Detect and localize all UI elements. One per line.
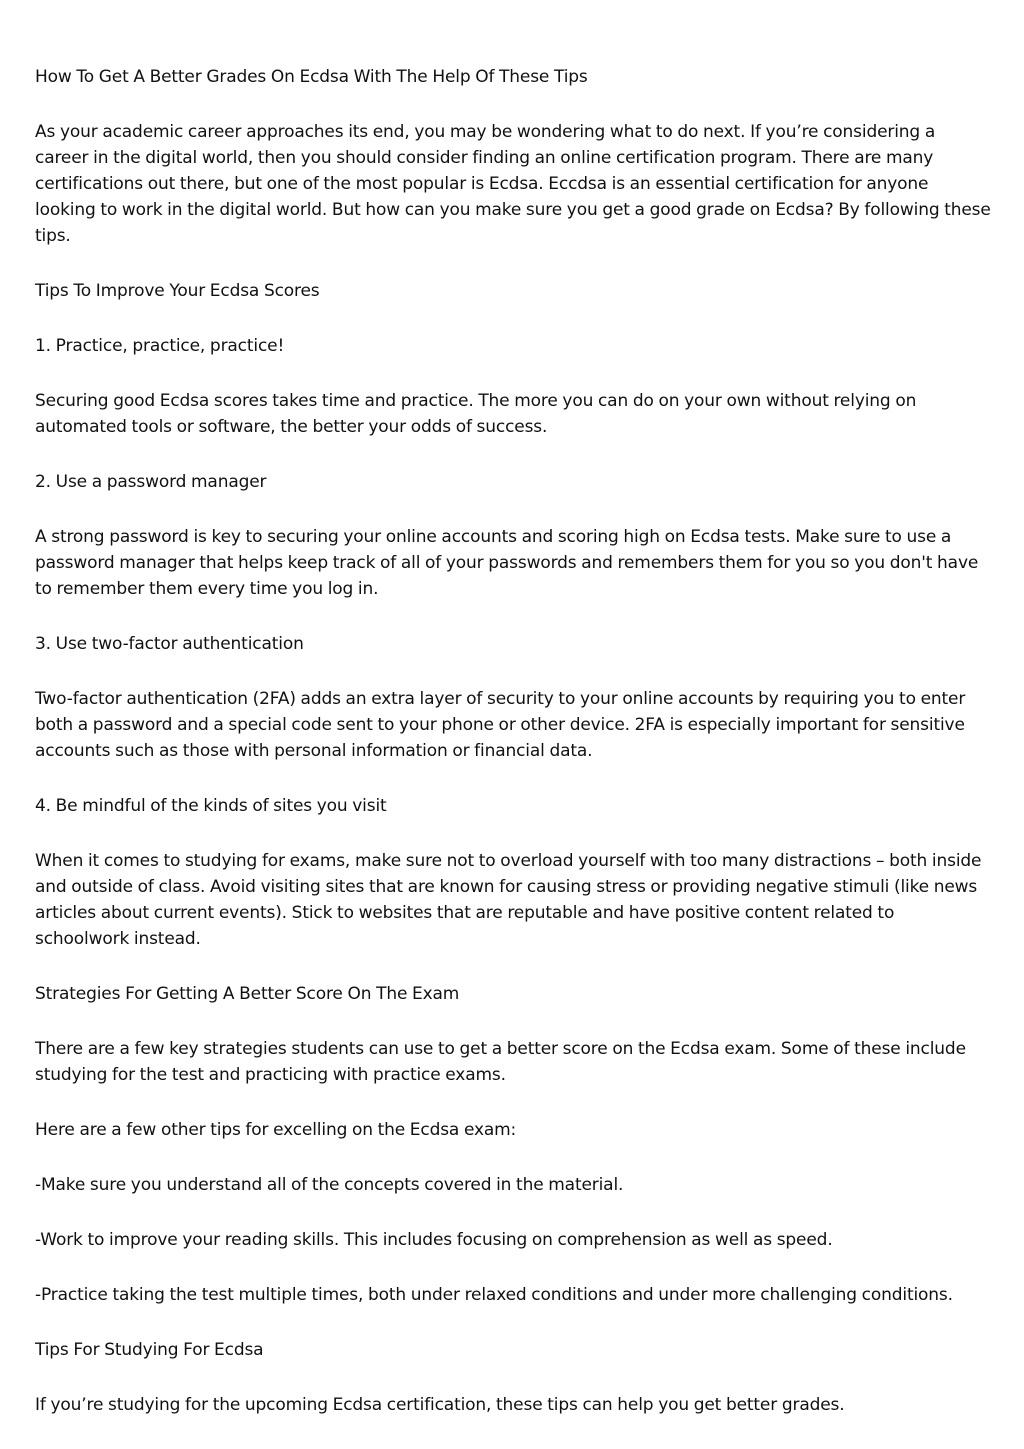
tip-4-body: When it comes to studying for exams, make sure not to overload yourself with too many distractions – both inside and outside of class. Avoid visiting sites that are known for causing stress or providing negative stimuli (like news articles about current events). Stick to websites that are reputable and have positive content related to schoolwork instead. — [35, 851, 982, 949]
list-item: -Make sure you understand all of the concepts covered in the material. — [35, 1175, 624, 1195]
list-item: -Practice taking the test multiple times, both under relaxed conditions and under more challenging conditions. — [35, 1285, 953, 1305]
strategies-paragraph: There are a few key strategies students can use to get a better score on the Ecdsa exam. Some of these include studying for the test and practicing with practice exams. — [35, 1039, 966, 1085]
tip-3-body: Two-factor authentication (2FA) adds an extra layer of security to your online accounts by requiring you to enter both a password and a special code sent to your phone or other device. 2FA is especially important for sensitive accounts such as those with personal information or financial data. — [35, 689, 966, 761]
tip-2-body: A strong password is key to securing your online accounts and scoring high on Ecdsa tests. Make sure to use a password manager that helps keep track of all of your passwords and remembers them for you so you don't have to remember them every time you log in. — [35, 527, 979, 599]
strategies-heading: Strategies For Getting A Better Score On The Exam — [35, 984, 460, 1004]
tip-3-heading: 3. Use two-factor authentication — [35, 634, 304, 654]
tips-heading: Tips To Improve Your Ecdsa Scores — [35, 281, 320, 301]
document-page — [35, 64, 993, 1447]
list-item: -Work to improve your reading skills. This includes focusing on comprehension as well as speed. — [35, 1230, 833, 1250]
tip-1-heading: 1. Practice, practice, practice! — [35, 336, 285, 356]
studying-heading: Tips For Studying For Ecdsa — [35, 1340, 264, 1360]
tip-2-heading: 2. Use a password manager — [35, 472, 267, 492]
tip-4-heading: 4. Be mindful of the kinds of sites you visit — [35, 796, 387, 816]
document-title: How To Get A Better Grades On Ecdsa With The Help Of These Tips — [35, 67, 588, 87]
studying-paragraph: If you’re studying for the upcoming Ecdsa certification, these tips can help you get better grades. — [35, 1395, 845, 1415]
intro-paragraph: As your academic career approaches its end, you may be wondering what to do next. If you’re considering a career in the digital world, then you should consider finding an online certification program. There are many certifications out there, but one of the most popular is Ecdsa. Eccdsa is an essential certification for anyone looking to work in the digital world. But how can you make sure you get a good grade on Ecdsa? By following these tips. — [35, 122, 991, 246]
other-tips-intro: Here are a few other tips for excelling on the Ecdsa exam: — [35, 1120, 517, 1140]
tip-1-body: Securing good Ecdsa scores takes time and practice. The more you can do on your own without relying on automated tools or software, the better your odds of success. — [35, 391, 917, 437]
